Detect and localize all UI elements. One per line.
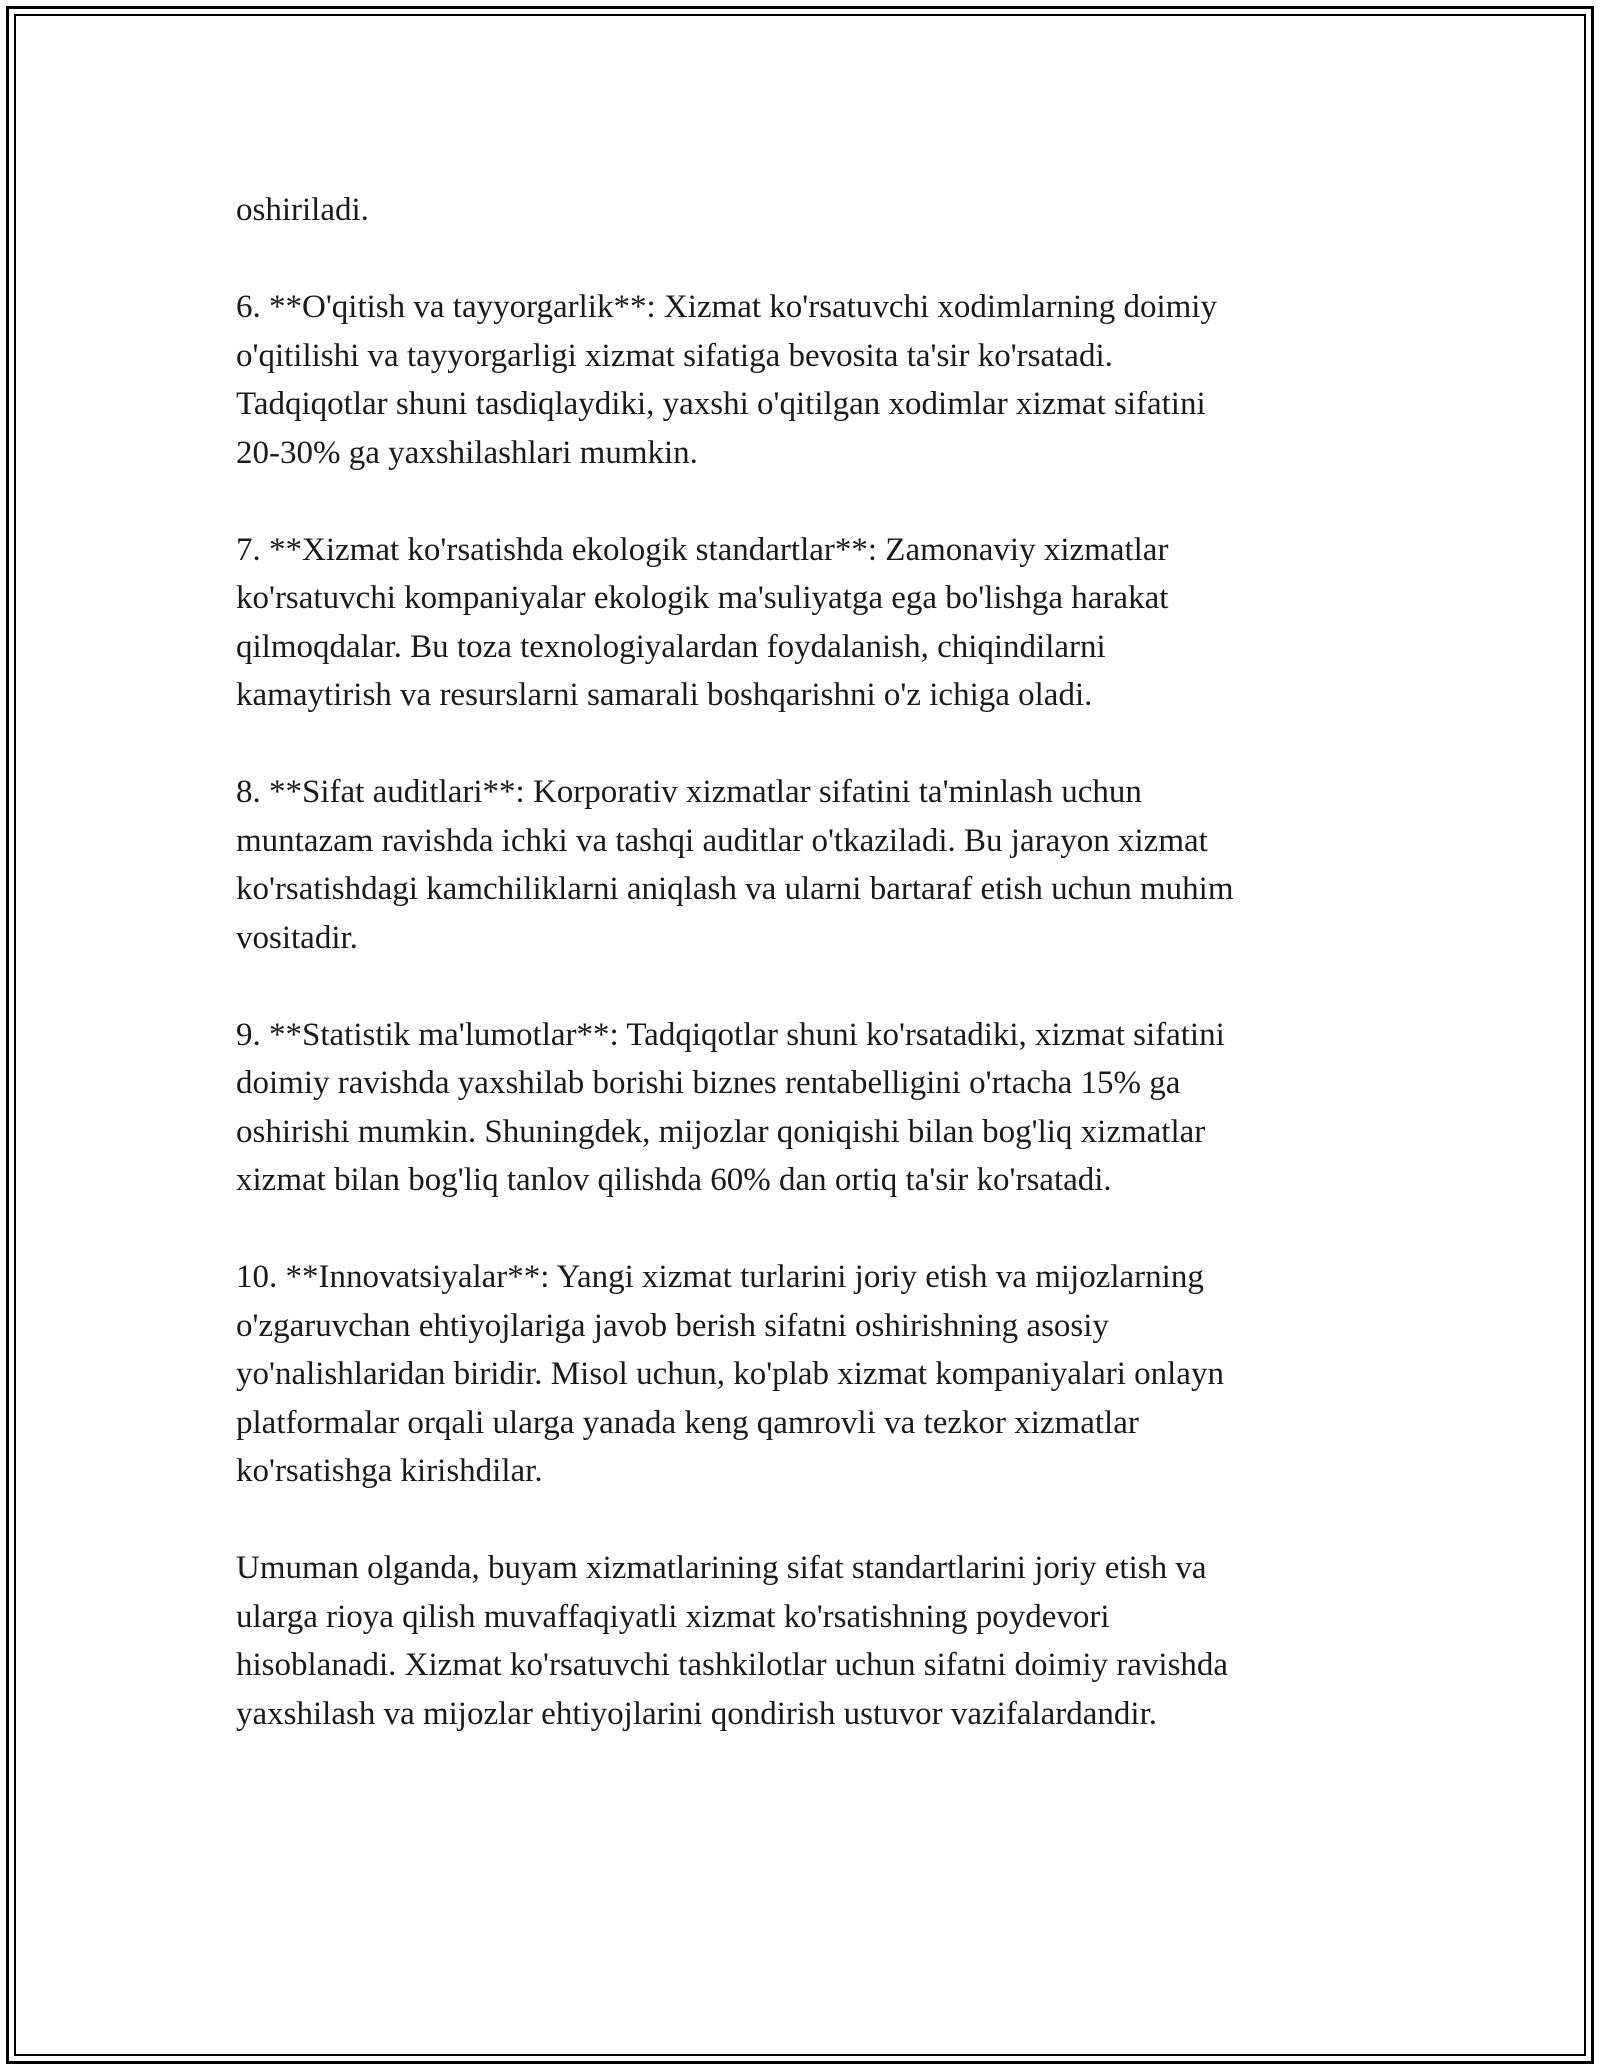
document-body <box>236 186 1366 1787</box>
paragraph-continuation: oshiriladi. <box>236 192 369 228</box>
paragraph-innovations: 10. **Innovatsiyalar**: Yangi xizmat turlarini joriy etish va mijozlarning o'zgaruvchan ehtiyojlariga javob berish sifatni oshirishning asosiy yo'nalishlaridan biridir. Misol uchun, ko'plab xizmat kompaniyalari onlayn platformalar orqali ularga yanada keng qamrovli va tezkor xizmatlar ko'rsatishga kirishdilar. <box>236 1259 1224 1489</box>
paragraph-statistics: 9. **Statistik ma'lumotlar**: Tadqiqotlar shuni ko'rsatadiki, xizmat sifatini doimiy ravishda yaxshilab borishi biznes rentabelligini o'rtacha 15% ga oshirishi mumkin. Shuningdek, mijozlar qoniqishi bilan bog'liq xizmatlar xizmat bilan bog'liq tanlov qilishda 60% dan ortiq ta'sir ko'rsatadi. <box>236 1016 1225 1198</box>
paragraph-quality-audits: 8. **Sifat auditlari**: Korporativ xizmatlar sifatini ta'minlash uchun muntazam ravishda ichki va tashqi auditlar o'tkaziladi. Bu jarayon xizmat ko'rsatishdagi kamchiliklarni aniqlash va ularni bartaraf etish uchun muhim vositadir. <box>236 774 1234 956</box>
paragraph-training: 6. **O'qitish va tayyorgarlik**: Xizmat ko'rsatuvchi xodimlarning doimiy o'qitilishi va tayyorgarligi xizmat sifatiga bevosita ta'sir ko'rsatadi. Tadqiqotlar shuni tasdiqlaydiki, yaxshi o'qitilgan xodimlar xizmat sifatini 20-30% ga yaxshilashlari mumkin. <box>236 289 1217 471</box>
paragraph-conclusion: Umuman olganda, buyam xizmatlarining sifat standartlarini joriy etish va ularga rioya qilish muvaffaqiyatli xizmat ko'rsatishning poydevori hisoblanadi. Xizmat ko'rsatuvchi tashkilotlar uchun sifatni doimiy ravishda yaxshilash va mijozlar ehtiyojlarini qondirish ustuvor vazifalardandir. <box>236 1550 1229 1732</box>
paragraph-ecological-standards: 7. **Xizmat ko'rsatishda ekologik standartlar**: Zamonaviy xizmatlar ko'rsatuvchi kompaniyalar ekologik ma'suliyatga ega bo'lishga harakat qilmoqdalar. Bu toza texnologiyalardan foydalanish, chiqindilarni kamaytirish va resurslarni samarali boshqarishni o'z ichiga oladi. <box>236 531 1169 713</box>
